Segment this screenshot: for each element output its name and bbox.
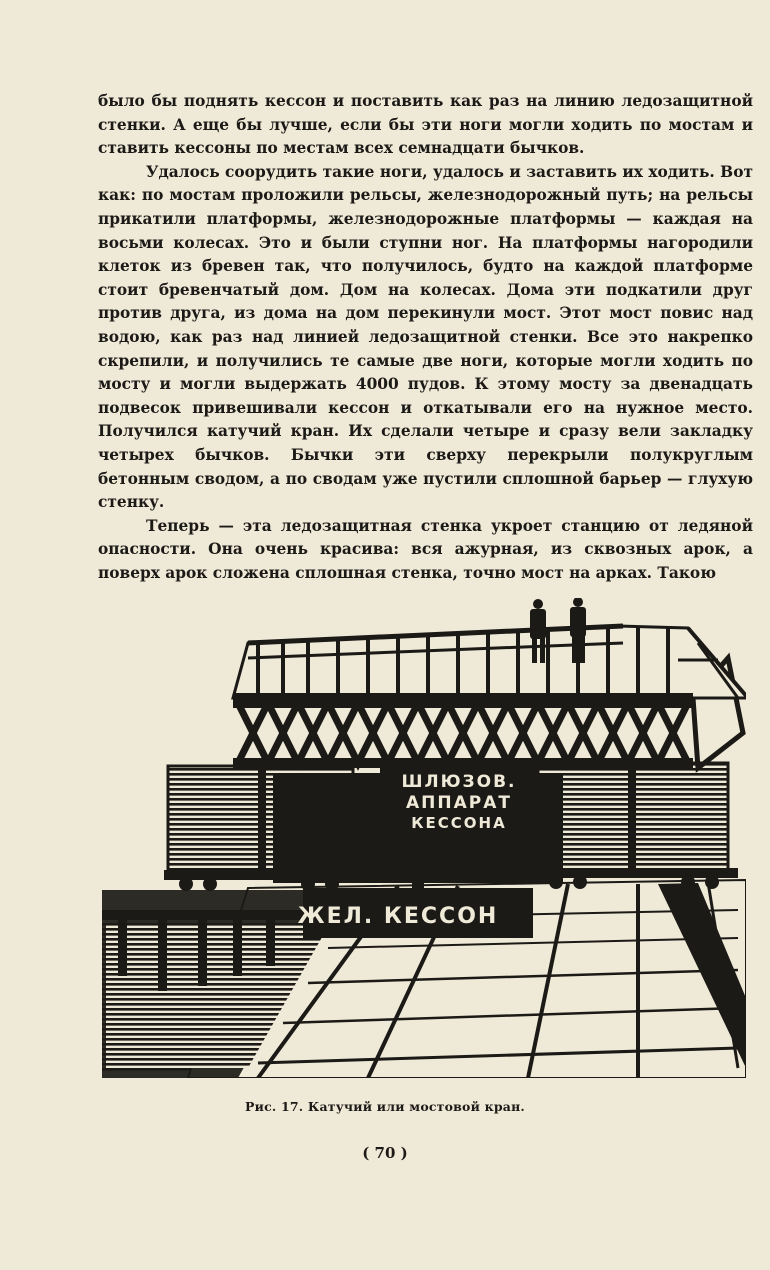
figure-caption: Рис. 17. Катучий или мостовой кран. (245, 1099, 525, 1114)
paragraph-3: Теперь — эта ледозащитная стенка укроет станцию от ледяной опасности. Она очень красива: вся ажурная, из сквозных арок, а поверх арок сложена сплошная стенка, точно мост на арках. Такою (98, 516, 753, 582)
paragraph-1: было бы поднять кессон и поставить как раз на линию ледозащитной стенки. А еще бы лучше, если бы эти ноги могли ходить по мостам и ставить кессоны по местам всех семнадцати бычков. (98, 92, 753, 158)
sign-line-3: КЕССОНА (411, 814, 507, 832)
paragraph-2: Удалось соорудить такие ноги, удалось и заставить их ходить. Вот как: по мостам проложили рельсы, железнодорожный путь; на рельсы прикатили платформы, железнодорожные платформы — каждая на восьми колесах. Это и были ступни ног. На платформы нагородили клеток из бревен так, что получилось, будто на каждой платформе стоит бревенчатый дом. Дом на колесах. Дома эти подкатили друг против друга, из дома на дом перекинули мост. Этот мост повис над водою, как раз над линией ледозащитной стенки. Все это накрепко скрепили, и получились те самые две ноги, которые могли ходить по мосту и могли выдержать 4000 пудов. К этому мосту за двенадцать подвесок привешивали кессон и откатывали его на нужное место. Получился катучий кран. Их сделали четыре и сразу вели закладку четырех бычков. Бычки эти сверху перекрыли полукруглым бетонным сводом, а по сводам уже пустили сплошной барьер — глухую стенку. (98, 162, 753, 512)
caisson-label: ЖЕЛ. КЕССОН (297, 904, 499, 929)
body-text (98, 90, 753, 585)
right-log-house (533, 763, 738, 889)
top-platform (233, 626, 746, 700)
page-number: ( 70 ) (362, 1144, 408, 1162)
sign-line-1: ШЛЮЗОВ. (401, 772, 517, 792)
sign-board (380, 766, 538, 838)
crane-drawing (98, 598, 746, 1078)
sign-line-2: АППАРАТ (406, 793, 512, 813)
crane-illustration (98, 598, 746, 1078)
